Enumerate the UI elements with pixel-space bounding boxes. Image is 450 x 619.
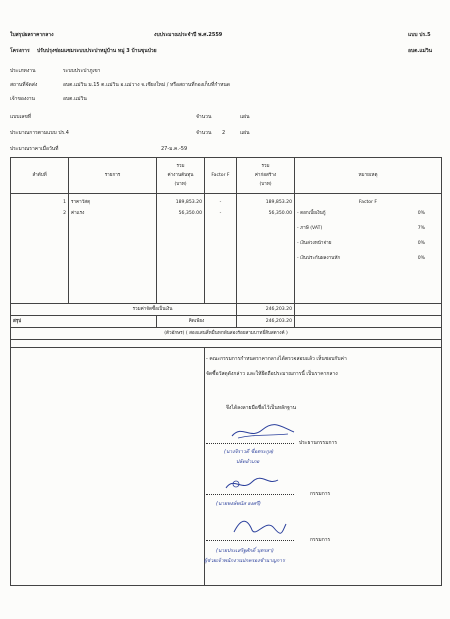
price-date-label: ประมาณราคาเมื่อวันที่ — [10, 146, 59, 152]
summary-row — [11, 316, 442, 328]
quantity-label-1: จำนวน — [196, 114, 212, 120]
body-total-cell — [237, 194, 295, 304]
header-remark: หมายเหตุ — [295, 158, 442, 194]
remark-advance: - เงินล่วงหน้าจ่าย — [297, 241, 332, 246]
row-2-cost: 56,350.00 — [178, 211, 202, 216]
row-2-remark-pct: 0% — [417, 211, 425, 216]
remark-retention-pct: 0% — [417, 256, 425, 261]
remark-vat: - ภาษี (VAT) — [297, 226, 323, 231]
info-label-estimate: ประมาณการตามแบบ ปร.4 — [10, 130, 69, 136]
table-body-row — [11, 194, 442, 304]
info-value-work-type: ระบบประปาภูเขา — [63, 68, 101, 74]
member1-name: (นายพงษ์พนัส ธงศรี) — [216, 501, 261, 507]
header-cost-line1: รวม — [176, 164, 185, 169]
table-header-row — [11, 158, 442, 194]
quantity-unit-2: แผ่น — [240, 130, 250, 136]
quantity-unit-1: แผ่น — [240, 114, 250, 120]
chair-title: ปลัดอำเภอ — [236, 459, 260, 465]
form-code: แบบ ปร.5 — [408, 32, 431, 38]
row-2-factor: - — [219, 211, 222, 216]
body-no-cell — [11, 194, 69, 304]
member2-name: (นายประเสริฐศักดิ์ บุตรสา) — [216, 548, 274, 554]
form-title: ใบสรุปผลราคากลาง — [10, 32, 54, 38]
info-label-owner: เจ้าของงาน — [10, 96, 35, 102]
chair-role: ประธานกรรมการ — [299, 440, 338, 446]
header-factor: Factor F — [205, 158, 237, 194]
row-2-remark: - ดอกเบี้ยเงินกู้ — [297, 211, 326, 216]
row-1-total: 189,853.20 — [265, 200, 292, 205]
committee-left-blank — [11, 348, 205, 586]
info-label-drawing-no: แบบเลขที่ — [10, 114, 32, 120]
spacer-cell — [11, 340, 442, 348]
info-label-location: สถานที่จัดส่ง — [10, 82, 38, 88]
project-name: ปรับปรุงซ่อมแซมระบบประปาหมู่บ้าน หมู่ 3 บ้านขุนป่วย — [37, 48, 157, 54]
summary-label: สรุป — [11, 316, 157, 328]
amount-in-words: (ตัวอักษร) ( สองแสนสี่หมื่นหกพันสองร้อยสามบาทยี่สิบสตางค์ ) — [11, 328, 442, 340]
sum-row — [11, 304, 442, 316]
remark-advance-line — [297, 238, 439, 249]
member1-signature-icon — [222, 474, 282, 494]
member2-signature-icon — [228, 514, 288, 538]
body-item-cell — [69, 194, 157, 304]
header-total-line2: ค่าก่อสร้าง — [254, 173, 277, 178]
net-label: คิดเพียง — [157, 316, 237, 328]
agency-short: อบต.แม่วิน — [408, 48, 433, 54]
info-value-location: อบต.แม่วิน ม.15 ต.แม่วิน อ.แม่วาง จ.เชียงใหม่ / หรือสถานที่กองเก็บที่กำหนด — [63, 82, 231, 88]
row-1-remark: Factor F — [358, 200, 378, 205]
header-cost-line2: ค่างานต้นทุน — [167, 173, 194, 178]
row-1-no: 1 — [63, 200, 66, 205]
remark-advance-pct: 0% — [417, 241, 425, 246]
member2-role: กรรมการ — [310, 537, 331, 543]
words-row — [11, 328, 442, 340]
row-2-no: 2 — [63, 211, 66, 216]
header-cost-line3: (บาท) — [174, 182, 187, 187]
net-blank — [295, 316, 442, 328]
body-remark-cell — [295, 194, 442, 304]
member1-role: กรรมการ — [310, 491, 331, 497]
chair-name: (นางจิราวดี ชื่อตระกูล) — [224, 449, 274, 455]
price-date-value: 27-ม.ค.-59 — [161, 146, 188, 152]
spacer-row — [11, 340, 442, 348]
header-item: รายการ — [69, 158, 157, 194]
chair-signature-icon — [228, 420, 298, 442]
body-cost-cell — [157, 194, 205, 304]
committee-certify: จึงได้ลงลายมือชื่อไว้เป็นหลักฐาน — [226, 405, 297, 411]
member2-signature-line — [206, 540, 294, 541]
quantity-value: 2 — [222, 130, 226, 136]
row-2-remark-line — [297, 208, 439, 219]
info-value-owner: อบต.แม่วิน — [63, 96, 87, 102]
info-label-work-type: ประเภทงาน — [10, 68, 36, 74]
budget-year: งบประมาณประจำปี พ.ศ.2559 — [154, 32, 223, 38]
header-total — [237, 158, 295, 194]
header-total-line1: รวม — [261, 164, 270, 169]
row-2-item: ค่าแรง — [71, 211, 85, 216]
body-factor-cell — [205, 194, 237, 304]
member1-signature-line — [206, 494, 294, 495]
row-2-total: 56,350.00 — [268, 211, 292, 216]
sum-label: รวมค่าจัดซื้อเป็นเงิน — [11, 304, 237, 316]
committee-statement-1: - คณะกรรมการกำหนดราคากลางได้ตรวจสอบแล้ว เห็นชอบกับค่า — [206, 356, 347, 362]
remark-vat-line — [297, 223, 439, 234]
row-1-item: ราคาวัสดุ — [71, 200, 91, 205]
remark-retention-line — [297, 253, 439, 264]
committee-statement-2: จัดซื้อวัสดุดังกล่าว และให้ยึดถือประมาณการนี้ เป็นราคากลาง — [206, 371, 338, 377]
chair-signature-line — [206, 443, 294, 444]
row-1-cost: 189,853.20 — [175, 200, 202, 205]
sum-blank — [295, 304, 442, 316]
row-1-factor: - — [219, 200, 222, 205]
project-label: โครงการ — [10, 48, 30, 54]
header-total-line3: (บาท) — [259, 182, 272, 187]
header-cost — [157, 158, 205, 194]
sum-value: 246,203.20 — [237, 304, 295, 316]
header-no: ลำดับที่ — [11, 158, 69, 194]
remark-vat-pct: 7% — [417, 226, 425, 231]
net-value: 246,203.20 — [237, 316, 295, 328]
remark-retention: - เงินประกันผลงานหัก — [297, 256, 341, 261]
member2-title: ผู้ช่วยเจ้าพนักงานปกครองชำนาญการ — [204, 558, 285, 564]
quantity-label-2: จำนวน — [196, 130, 212, 136]
